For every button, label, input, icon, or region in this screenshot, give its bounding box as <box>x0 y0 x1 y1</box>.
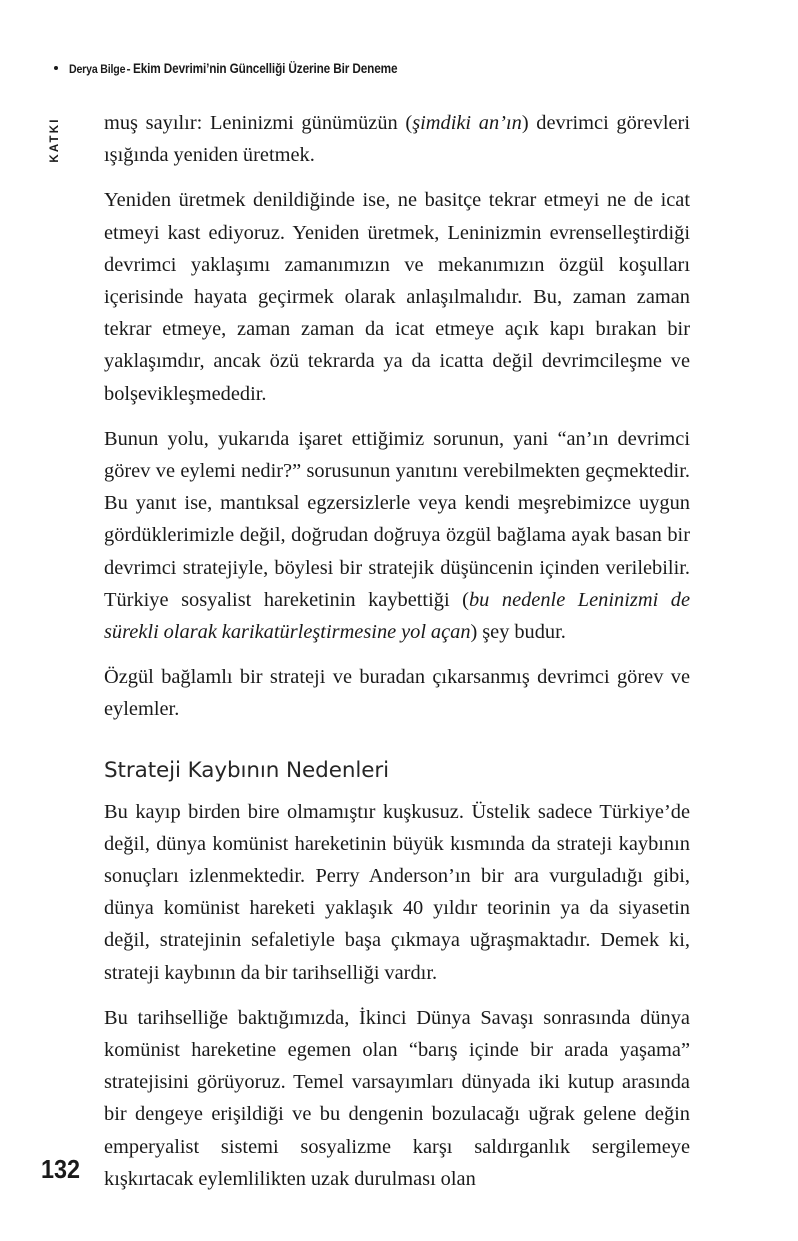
section-tab-label: KATKI <box>49 117 61 163</box>
section-tab <box>42 105 68 175</box>
paragraph-2 <box>104 184 690 409</box>
text-run: Bu kayıp birden bire olmamıştır kuşkusuz. Üstelik sadece Türkiye’de değil, dünya komünist hareketinin büyük kısmında da strateji kaybının sonuçları izlenmektedir. Perry Anderson’ın bir ara vurguladığı gibi, dünya komünist hareketi yaklaşık 40 yıldır teorinin ya da siyasetin değil, stratejinin sefaletiyle başa çıkmaya uğraşmaktadır. Demek ki, strateji kaybının da bir tarihselliği vardır. <box>104 800 690 984</box>
text-run: muş sayılır: Leninizmi günümüzün ( <box>104 112 413 134</box>
running-head-author: Derya Bilge <box>69 62 126 76</box>
paragraph-4 <box>104 661 690 725</box>
running-head <box>54 61 433 76</box>
text-run: ) devrimci görevleri ışığında yeniden üretmek. <box>104 112 691 167</box>
running-head-separator: - <box>126 62 131 76</box>
section-heading: Strateji Kaybının Nedenleri <box>104 757 389 783</box>
bullet-icon <box>54 66 58 70</box>
text-column <box>104 107 690 1195</box>
paragraph-3 <box>104 423 690 648</box>
italic-run: şimdiki an’ın <box>412 112 522 134</box>
paragraph-1 <box>104 107 690 171</box>
page-number: 132 <box>41 1154 81 1184</box>
paragraph-6 <box>104 1002 690 1195</box>
text-run: Yeniden üretmek denildiğinde ise, ne basitçe tekrar etmeyi ne de icat etmeyi kast ediyoruz. Yeniden üretmek, Leninizmin evrenselleştirdiği devrimci yaklaşımı zamanımızın ve mekanımızın özgül koşulları içerisinde hayata geçirmek olarak anlaşılmalıdır. Bu, zaman zaman tekrar etmeye, zaman zaman da icat etmeye açık kapı bırakan bir yaklaşımdır, ancak özü tekrarda ya da icatta değil devrimcileşme ve bolşevikleşmededir. <box>104 189 690 405</box>
paragraph-5 <box>104 796 690 989</box>
text-run: Özgül bağlamlı bir strateji ve buradan çıkarsanmış devrimci görev ve eylemler. <box>104 666 690 721</box>
text-run: Bu tarihselliğe baktığımızda, İkinci Dünya Savaşı sonrasında dünya komünist hareketine egemen olan “barış içinde bir arada yaşama” stratejisini görüyoruz. Temel varsayımları dünyada iki kutup arasında bir dengeye erişildiği ve bu dengenin bozulacağı uğrak gelene değin emperyalist sistemi sosyalizme karşı saldırganlık sergilemeye kışkırtacak eylemlilikten uzak durulması olan <box>104 1006 690 1190</box>
text-run: ) şey budur. <box>470 621 566 644</box>
italic-run: bu nedenle Leninizmi de sürekli olarak karikatürleştirmesine yol açan <box>104 588 691 644</box>
running-head-title: Ekim Devrimi’nin Güncelliği Üzerine Bir Deneme <box>132 61 397 76</box>
text-run: Bunun yolu, yukarıda işaret ettiğimiz sorunun, yani “an’ın devrimci görev ve eylemi nedir?” sorusunun yanıtını verebilmekten geçmektedir. Bu yanıt ise, mantıksal egzersizlerle veya kendi meşrebimizce uygun gördüklerimizle değil, doğrudan doğruya özgül bağlama ayak basan bir devrimci stratejiyle, böylesi bir stratejik düşüncenin içinden verilebilir. Türkiye sosyalist hareketinin kaybettiği ( <box>104 427 690 611</box>
